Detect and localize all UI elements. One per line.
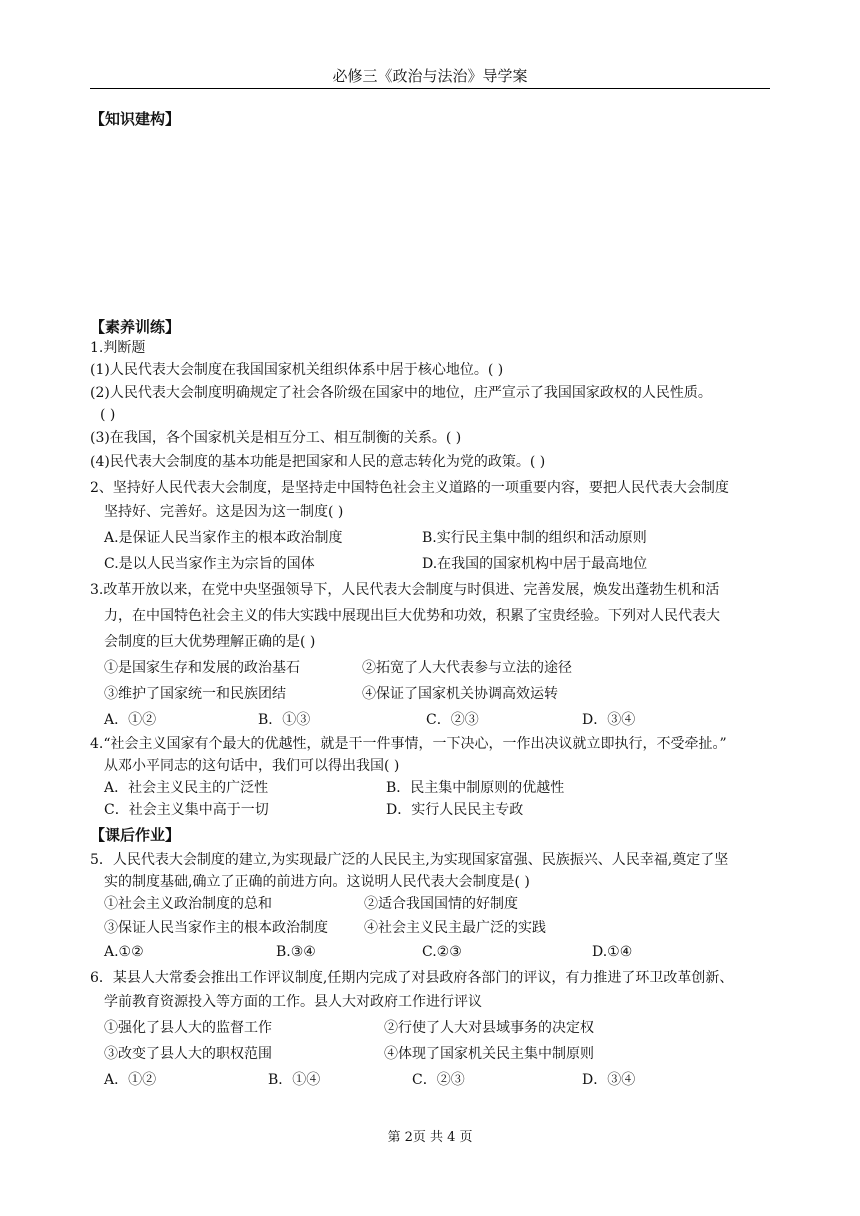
q2-stem-line-2: 坚持好、完善好。这是因为这一制度( ) <box>104 504 344 520</box>
q6-statement-4: ④体现了国家机关民主集中制原则 <box>384 1046 594 1062</box>
q4-option-d: D．实行人民民主专政 <box>386 802 524 818</box>
q1-statement-3: (3)在我国，各个国家机关是相互分工、相互制衡的关系。( ) <box>90 430 462 446</box>
q3-stem-line-2: 力，在中国特色社会主义的伟大实践中展现出巨大优势和功效，积累了宝贵经验。下列对人民代表大 <box>104 608 720 624</box>
q4-stem-line-1: 4.“社会主义国家有个最大的优越性，就是干一件事情，一下决心，一作出决议就立即执行，不受牵扯。” <box>90 736 727 752</box>
q6-stem-line-2: 学前教育资源投入等方面的工作。县人大对政府工作进行评议 <box>104 994 482 1010</box>
q1-statement-2: (2)人民代表大会制度明确规定了社会各阶级在国家中的地位，庄严宣示了我国国家政权的人民性质。 <box>90 385 712 401</box>
q2-stem-line-1: 2、坚持好人民代表大会制度，是坚持走中国特色社会主义道路的一项重要内容，要把人民代表大会制度 <box>90 480 729 496</box>
q3-statement-2: ②拓宽了人大代表参与立法的途径 <box>362 660 572 676</box>
q3-statement-1: ①是国家生存和发展的政治基石 <box>104 660 300 676</box>
q5-stem-line-1: 5．人民代表大会制度的建立,为实现最广泛的人民民主,为实现国家富强、民族振兴、人民幸福,奠定了坚 <box>90 852 729 868</box>
q5-option-a: A.①② <box>104 944 144 960</box>
q6-stem-line-1: 6．某县人大常委会推出工作评议制度,任期内完成了对县政府各部门的评议，有力推进了环卫改革创新、 <box>90 970 734 986</box>
q5-statement-2: ②适合我国国情的好制度 <box>364 896 518 912</box>
page-header-title: 必修三《政治与法治》导学案 <box>332 67 528 85</box>
q3-option-c: C．②③ <box>426 712 479 728</box>
q3-option-b: B．①③ <box>258 712 311 728</box>
q5-option-d: D.①④ <box>592 944 633 960</box>
q1-statement-2-blank: ( ) <box>100 407 116 423</box>
page-footer-number: 第 2页 共 4 页 <box>387 1130 473 1145</box>
q1-title: 1.判断题 <box>90 340 146 356</box>
q2-option-d: D.在我国的国家机构中居于最高地位 <box>422 556 648 572</box>
q6-option-a: A．①② <box>104 1072 157 1088</box>
q6-option-b: B．①④ <box>268 1072 321 1088</box>
q3-statement-3: ③维护了国家统一和民族团结 <box>104 686 286 702</box>
q3-statement-4: ④保证了国家机关协调高效运转 <box>362 686 558 702</box>
q1-statement-1: (1)人民代表大会制度在我国国家机关组织体系中居于核心地位。( ) <box>90 362 504 378</box>
q4-option-c: C．社会主义集中高于一切 <box>104 802 269 818</box>
section-training: 【素养训练】 <box>90 318 181 336</box>
q4-option-a: A．社会主义民主的广泛性 <box>104 780 269 796</box>
q5-statement-4: ④社会主义民主最广泛的实践 <box>364 920 546 936</box>
q6-option-c: C．②③ <box>412 1072 465 1088</box>
q5-statement-1: ①社会主义政治制度的总和 <box>104 896 272 912</box>
q3-option-d: D．③④ <box>582 712 636 728</box>
q5-option-b: B.③④ <box>276 944 316 960</box>
q3-stem-line-3: 会制度的巨大优势理解正确的是( ) <box>104 634 316 650</box>
q2-option-c: C.是以人民当家作主为宗旨的国体 <box>104 556 315 572</box>
q5-option-c: C.②③ <box>422 944 462 960</box>
q6-statement-1: ①强化了县人大的监督工作 <box>104 1020 272 1036</box>
section-homework: 【课后作业】 <box>90 826 181 844</box>
q5-stem-line-2: 实的制度基础,确立了正确的前进方向。这说明人民代表大会制度是( ) <box>104 874 530 890</box>
q2-option-b: B.实行民主集中制的组织和活动原则 <box>422 530 647 546</box>
section-knowledge: 【知识建构】 <box>90 110 181 128</box>
q6-statement-2: ②行使了人大对县域事务的决定权 <box>384 1020 594 1036</box>
q6-option-d: D．③④ <box>582 1072 636 1088</box>
q1-statement-4: (4)民代表大会制度的基本功能是把国家和人民的意志转化为党的政策。( ) <box>90 454 546 470</box>
q3-stem-line-1: 3.改革开放以来，在党中央坚强领导下，人民代表大会制度与时俱进、完善发展，焕发出蓬勃生机和活 <box>90 582 720 598</box>
q4-stem-line-2: 从邓小平同志的这句话中，我们可以得出我国( ) <box>104 758 400 774</box>
q5-statement-3: ③保证人民当家作主的根本政治制度 <box>104 920 328 936</box>
q4-option-b: B．民主集中制原则的优越性 <box>386 780 565 796</box>
q6-statement-3: ③改变了县人大的职权范围 <box>104 1046 272 1062</box>
header-divider <box>90 88 770 89</box>
q3-option-a: A．①② <box>104 712 157 728</box>
q2-option-a: A.是保证人民当家作主的根本政治制度 <box>104 530 343 546</box>
